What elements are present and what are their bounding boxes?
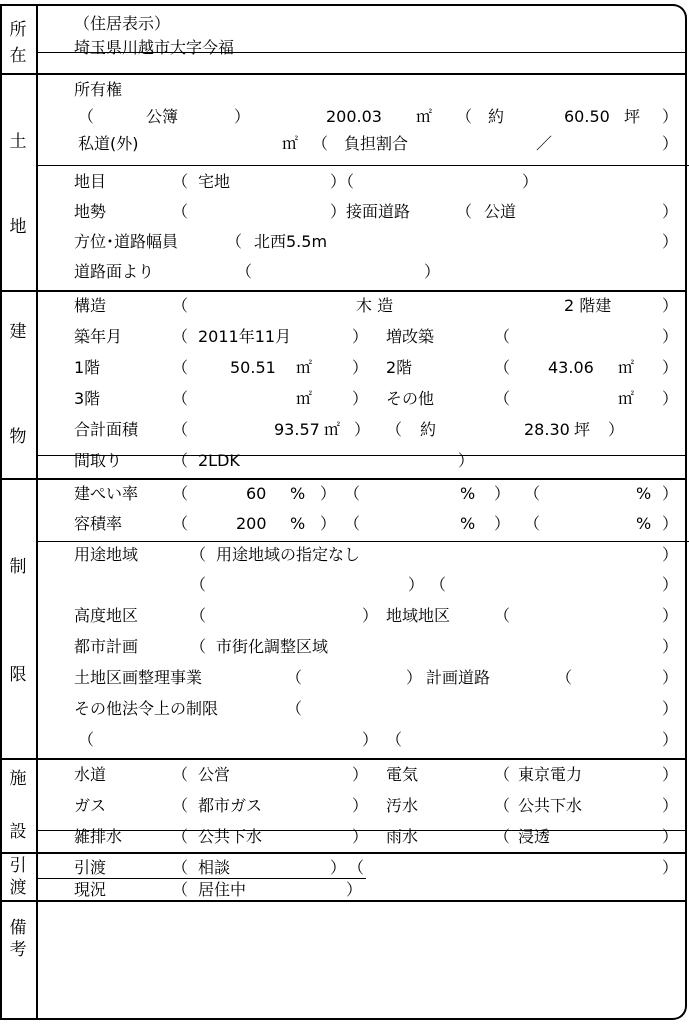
land-area-value: 200.03 bbox=[326, 107, 382, 126]
road-surface-label: 道路面より bbox=[74, 262, 155, 281]
label-tochi-1: 土 bbox=[9, 132, 27, 152]
water-open: （ bbox=[172, 765, 189, 784]
layout-label: 間取り bbox=[74, 451, 123, 470]
gas-label: ガス bbox=[74, 796, 107, 815]
other-law-sub2-close: ） bbox=[662, 730, 679, 749]
f3-unit: ㎡ bbox=[296, 389, 313, 408]
chimoku-close2: ） bbox=[522, 172, 539, 191]
floors-value: 2 階建 bbox=[564, 296, 612, 315]
label-tochi-2: 地 bbox=[9, 217, 27, 237]
private-road-label: 私道(外) bbox=[78, 134, 139, 153]
f2-unit: ㎡ bbox=[618, 358, 635, 377]
other-floor-unit: ㎡ bbox=[618, 389, 635, 408]
handover-label: 引渡 bbox=[74, 858, 107, 877]
total-area-close: ） bbox=[354, 420, 371, 439]
far-open: （ bbox=[172, 514, 189, 533]
chisei-label: 地勢 bbox=[74, 202, 107, 221]
zoning-value: 用途地域の指定なし bbox=[216, 545, 361, 564]
misc-drain-open: （ bbox=[172, 827, 189, 846]
address-display-label: （住居表示） bbox=[74, 14, 171, 33]
chimoku-label: 地目 bbox=[74, 172, 107, 191]
divider-handover bbox=[0, 900, 687, 902]
address-value: 埼玉県川越市大字今福 bbox=[74, 38, 235, 57]
direction-label: 方位･道路幅員 bbox=[74, 232, 179, 251]
electric-label: 電気 bbox=[386, 765, 419, 784]
zoning-sub2-open: （ bbox=[430, 575, 447, 594]
zoning-label: 用途地域 bbox=[74, 545, 139, 564]
divider-restrictions-inner bbox=[36, 541, 689, 542]
status-label: 現況 bbox=[74, 880, 107, 899]
sewage-value: 公共下水 bbox=[518, 796, 583, 815]
water-value: 公営 bbox=[198, 765, 231, 784]
tsubo-value: 60.50 bbox=[564, 107, 610, 126]
total-area-unit: ㎡ bbox=[324, 420, 341, 439]
coverage-alt2-pct: % bbox=[636, 484, 652, 503]
handover-alt-open: （ bbox=[348, 858, 365, 877]
renovation-open: （ bbox=[494, 327, 511, 346]
other-floor-label: その他 bbox=[386, 389, 435, 408]
handover-alt-close: ） bbox=[662, 858, 679, 877]
other-floor-open: （ bbox=[494, 389, 511, 408]
divider-land bbox=[0, 290, 687, 292]
ledger-label: 公簿 bbox=[146, 107, 179, 126]
other-law-sub-open: （ bbox=[78, 730, 95, 749]
land-readjustment-open: （ bbox=[286, 668, 303, 687]
road-surface-close: ） bbox=[424, 262, 441, 281]
far-alt2-pct: % bbox=[636, 514, 652, 533]
label-seigen-1: 制 bbox=[9, 557, 27, 577]
other-floor-close: ） bbox=[662, 389, 679, 408]
f2-close: ） bbox=[662, 358, 679, 377]
chimoku-close: ）（ bbox=[330, 172, 355, 191]
ledger-open: （ bbox=[78, 107, 95, 126]
height-district-label: 高度地区 bbox=[74, 606, 139, 625]
structure-close: ） bbox=[662, 296, 679, 315]
divider-restrictions bbox=[0, 758, 687, 760]
chisei-close: ） bbox=[330, 202, 347, 221]
layout-value: 2LDK bbox=[198, 451, 240, 470]
coverage-alt-pct: % bbox=[460, 484, 476, 503]
handover-row-divider bbox=[36, 878, 366, 879]
land-area-unit: ㎡ bbox=[416, 107, 433, 126]
burden-label: 負担割合 bbox=[344, 134, 409, 153]
misc-drain-value: 公共下水 bbox=[198, 827, 263, 846]
misc-drain-close: ） bbox=[352, 827, 369, 846]
structure-open: （ bbox=[172, 296, 189, 315]
f3-close: ） bbox=[352, 389, 369, 408]
divider-facilities bbox=[0, 852, 687, 854]
far-alt2-close: ） bbox=[662, 514, 679, 533]
status-close: ） bbox=[346, 880, 363, 899]
f1-close: ） bbox=[352, 358, 369, 377]
rain-close: ） bbox=[662, 827, 679, 846]
coverage-alt2-open: （ bbox=[524, 484, 541, 503]
coverage-pct: % bbox=[290, 484, 306, 503]
burden-close: ） bbox=[662, 134, 679, 153]
f3-open: （ bbox=[172, 389, 189, 408]
city-plan-open: （ bbox=[190, 637, 207, 656]
far-pct: % bbox=[290, 514, 306, 533]
far-alt-open: （ bbox=[344, 514, 361, 533]
gas-value: 都市ガス bbox=[198, 796, 263, 815]
total-area-value: 93.57 bbox=[274, 420, 320, 439]
coverage-alt-open: （ bbox=[344, 484, 361, 503]
coverage-close: ） bbox=[320, 484, 337, 503]
f1-open: （ bbox=[172, 358, 189, 377]
area-district-open: （ bbox=[494, 606, 511, 625]
coverage-alt-close: ） bbox=[494, 484, 511, 503]
other-law-label: その他法令上の制限 bbox=[74, 699, 219, 718]
private-road-unit: ㎡ bbox=[282, 134, 299, 153]
city-plan-value: 市街化調整区域 bbox=[216, 637, 329, 656]
direction-value: 北西5.5m bbox=[254, 232, 328, 251]
label-shozai-1: 所 bbox=[9, 20, 27, 40]
zoning-sub2-close: ） bbox=[662, 575, 679, 594]
frontage-close: ） bbox=[662, 202, 679, 221]
zoning-open: （ bbox=[190, 545, 207, 564]
total-tsubo-unit: 坪 bbox=[574, 420, 591, 439]
label-tatemono-2: 物 bbox=[9, 427, 27, 447]
electric-value: 東京電力 bbox=[518, 765, 583, 784]
far-label: 容積率 bbox=[74, 514, 123, 533]
built-value: 2011年11月 bbox=[198, 327, 292, 346]
gas-open: （ bbox=[172, 796, 189, 815]
f1-unit: ㎡ bbox=[296, 358, 313, 377]
handover-open: （ bbox=[172, 858, 189, 877]
planned-road-label: 計画道路 bbox=[426, 668, 491, 687]
chisei-open: （ bbox=[172, 202, 189, 221]
sewage-open: （ bbox=[494, 796, 511, 815]
land-area-close: ） bbox=[662, 107, 679, 126]
gas-close: ） bbox=[352, 796, 369, 815]
label-tatemono-1: 建 bbox=[9, 322, 27, 342]
built-close: ） bbox=[352, 327, 369, 346]
area-district-label: 地域地区 bbox=[386, 606, 451, 625]
label-biko-2: 考 bbox=[9, 940, 27, 960]
coverage-value: 60 bbox=[246, 484, 267, 503]
coverage-label: 建ぺい率 bbox=[74, 484, 139, 503]
label-seigen-2: 限 bbox=[9, 665, 27, 685]
total-approx-label: 約 bbox=[420, 420, 437, 439]
total-area-label: 合計面積 bbox=[74, 420, 139, 439]
label-hikiwatashi-2: 渡 bbox=[9, 878, 27, 898]
label-biko-1: 備 bbox=[9, 918, 27, 938]
status-value: 居住中 bbox=[198, 880, 247, 899]
renovation-close: ） bbox=[662, 327, 679, 346]
ownership-label: 所有権 bbox=[74, 80, 123, 99]
zoning-sub-close: ） bbox=[408, 575, 425, 594]
electric-open: （ bbox=[494, 765, 511, 784]
divider-land-inner bbox=[36, 165, 689, 166]
planned-road-close: ） bbox=[662, 668, 679, 687]
burden-open: （ bbox=[312, 134, 329, 153]
f1-label: 1階 bbox=[74, 358, 101, 377]
label-column-divider bbox=[36, 4, 38, 1020]
zoning-sub-open: （ bbox=[190, 575, 207, 594]
label-hikiwatashi-1: 引 bbox=[9, 856, 27, 876]
sewage-label: 汚水 bbox=[386, 796, 419, 815]
electric-close: ） bbox=[662, 765, 679, 784]
f1-value: 50.51 bbox=[230, 358, 276, 377]
misc-drain-label: 雑排水 bbox=[74, 827, 123, 846]
burden-slash: ／ bbox=[536, 134, 553, 153]
structure-label: 構造 bbox=[74, 296, 107, 315]
status-open: （ bbox=[172, 880, 189, 899]
water-close: ） bbox=[352, 765, 369, 784]
approx-open: （ bbox=[456, 107, 473, 126]
approx-label: 約 bbox=[488, 107, 505, 126]
water-label: 水道 bbox=[74, 765, 107, 784]
height-district-open: （ bbox=[190, 606, 207, 625]
height-district-close: ） bbox=[362, 606, 379, 625]
label-shisetsu-1: 施 bbox=[9, 769, 27, 789]
chimoku-value: 宅地 bbox=[198, 172, 231, 191]
total-area-open: （ bbox=[172, 420, 189, 439]
layout-close: ） bbox=[458, 451, 475, 470]
ledger-close: ） bbox=[234, 107, 251, 126]
chimoku-open: （ bbox=[172, 172, 189, 191]
planned-road-open: （ bbox=[556, 668, 573, 687]
far-value: 200 bbox=[236, 514, 267, 533]
total-approx-open: （ bbox=[386, 420, 403, 439]
f3-label: 3階 bbox=[74, 389, 101, 408]
frontage-value: 公道 bbox=[484, 202, 517, 221]
rain-label: 雨水 bbox=[386, 827, 419, 846]
far-alt-close: ） bbox=[494, 514, 511, 533]
label-shozai-2: 在 bbox=[9, 46, 27, 66]
structure-value: 木 造 bbox=[356, 296, 394, 315]
direction-open: （ bbox=[226, 232, 243, 251]
built-label: 築年月 bbox=[74, 327, 123, 346]
land-readjustment-close: ） bbox=[406, 668, 423, 687]
divider-location bbox=[0, 73, 687, 75]
tsubo-unit: 坪 bbox=[624, 107, 641, 126]
area-district-close: ） bbox=[662, 606, 679, 625]
other-law-sub2-open: （ bbox=[386, 730, 403, 749]
zoning-close: ） bbox=[662, 545, 679, 564]
sewage-close: ） bbox=[662, 796, 679, 815]
handover-close: ） bbox=[330, 858, 347, 877]
coverage-alt2-close: ） bbox=[662, 484, 679, 503]
rain-value: 浸透 bbox=[518, 827, 551, 846]
other-law-close: ） bbox=[662, 699, 679, 718]
other-law-sub-close: ） bbox=[362, 730, 379, 749]
land-readjustment-label: 土地区画整理事業 bbox=[74, 668, 203, 687]
frontage-open: （ bbox=[456, 202, 473, 221]
f2-value: 43.06 bbox=[548, 358, 594, 377]
rain-open: （ bbox=[494, 827, 511, 846]
label-shisetsu-2: 設 bbox=[9, 822, 27, 842]
far-alt-pct: % bbox=[460, 514, 476, 533]
road-surface-open: （ bbox=[236, 262, 253, 281]
renovation-label: 増改築 bbox=[386, 327, 435, 346]
city-plan-close: ） bbox=[662, 637, 679, 656]
far-alt2-open: （ bbox=[524, 514, 541, 533]
built-open: （ bbox=[172, 327, 189, 346]
direction-close: ） bbox=[662, 232, 679, 251]
frontage-label: 接面道路 bbox=[346, 202, 411, 221]
total-approx-close: ） bbox=[608, 420, 625, 439]
f2-label: 2階 bbox=[386, 358, 413, 377]
total-tsubo-value: 28.30 bbox=[524, 420, 570, 439]
handover-value: 相談 bbox=[198, 858, 231, 877]
divider-building bbox=[0, 478, 687, 480]
coverage-open: （ bbox=[172, 484, 189, 503]
f2-open: （ bbox=[494, 358, 511, 377]
far-close: ） bbox=[320, 514, 337, 533]
row-underline bbox=[36, 455, 687, 456]
city-plan-label: 都市計画 bbox=[74, 637, 139, 656]
other-law-open: （ bbox=[286, 699, 303, 718]
layout-open: （ bbox=[172, 451, 189, 470]
